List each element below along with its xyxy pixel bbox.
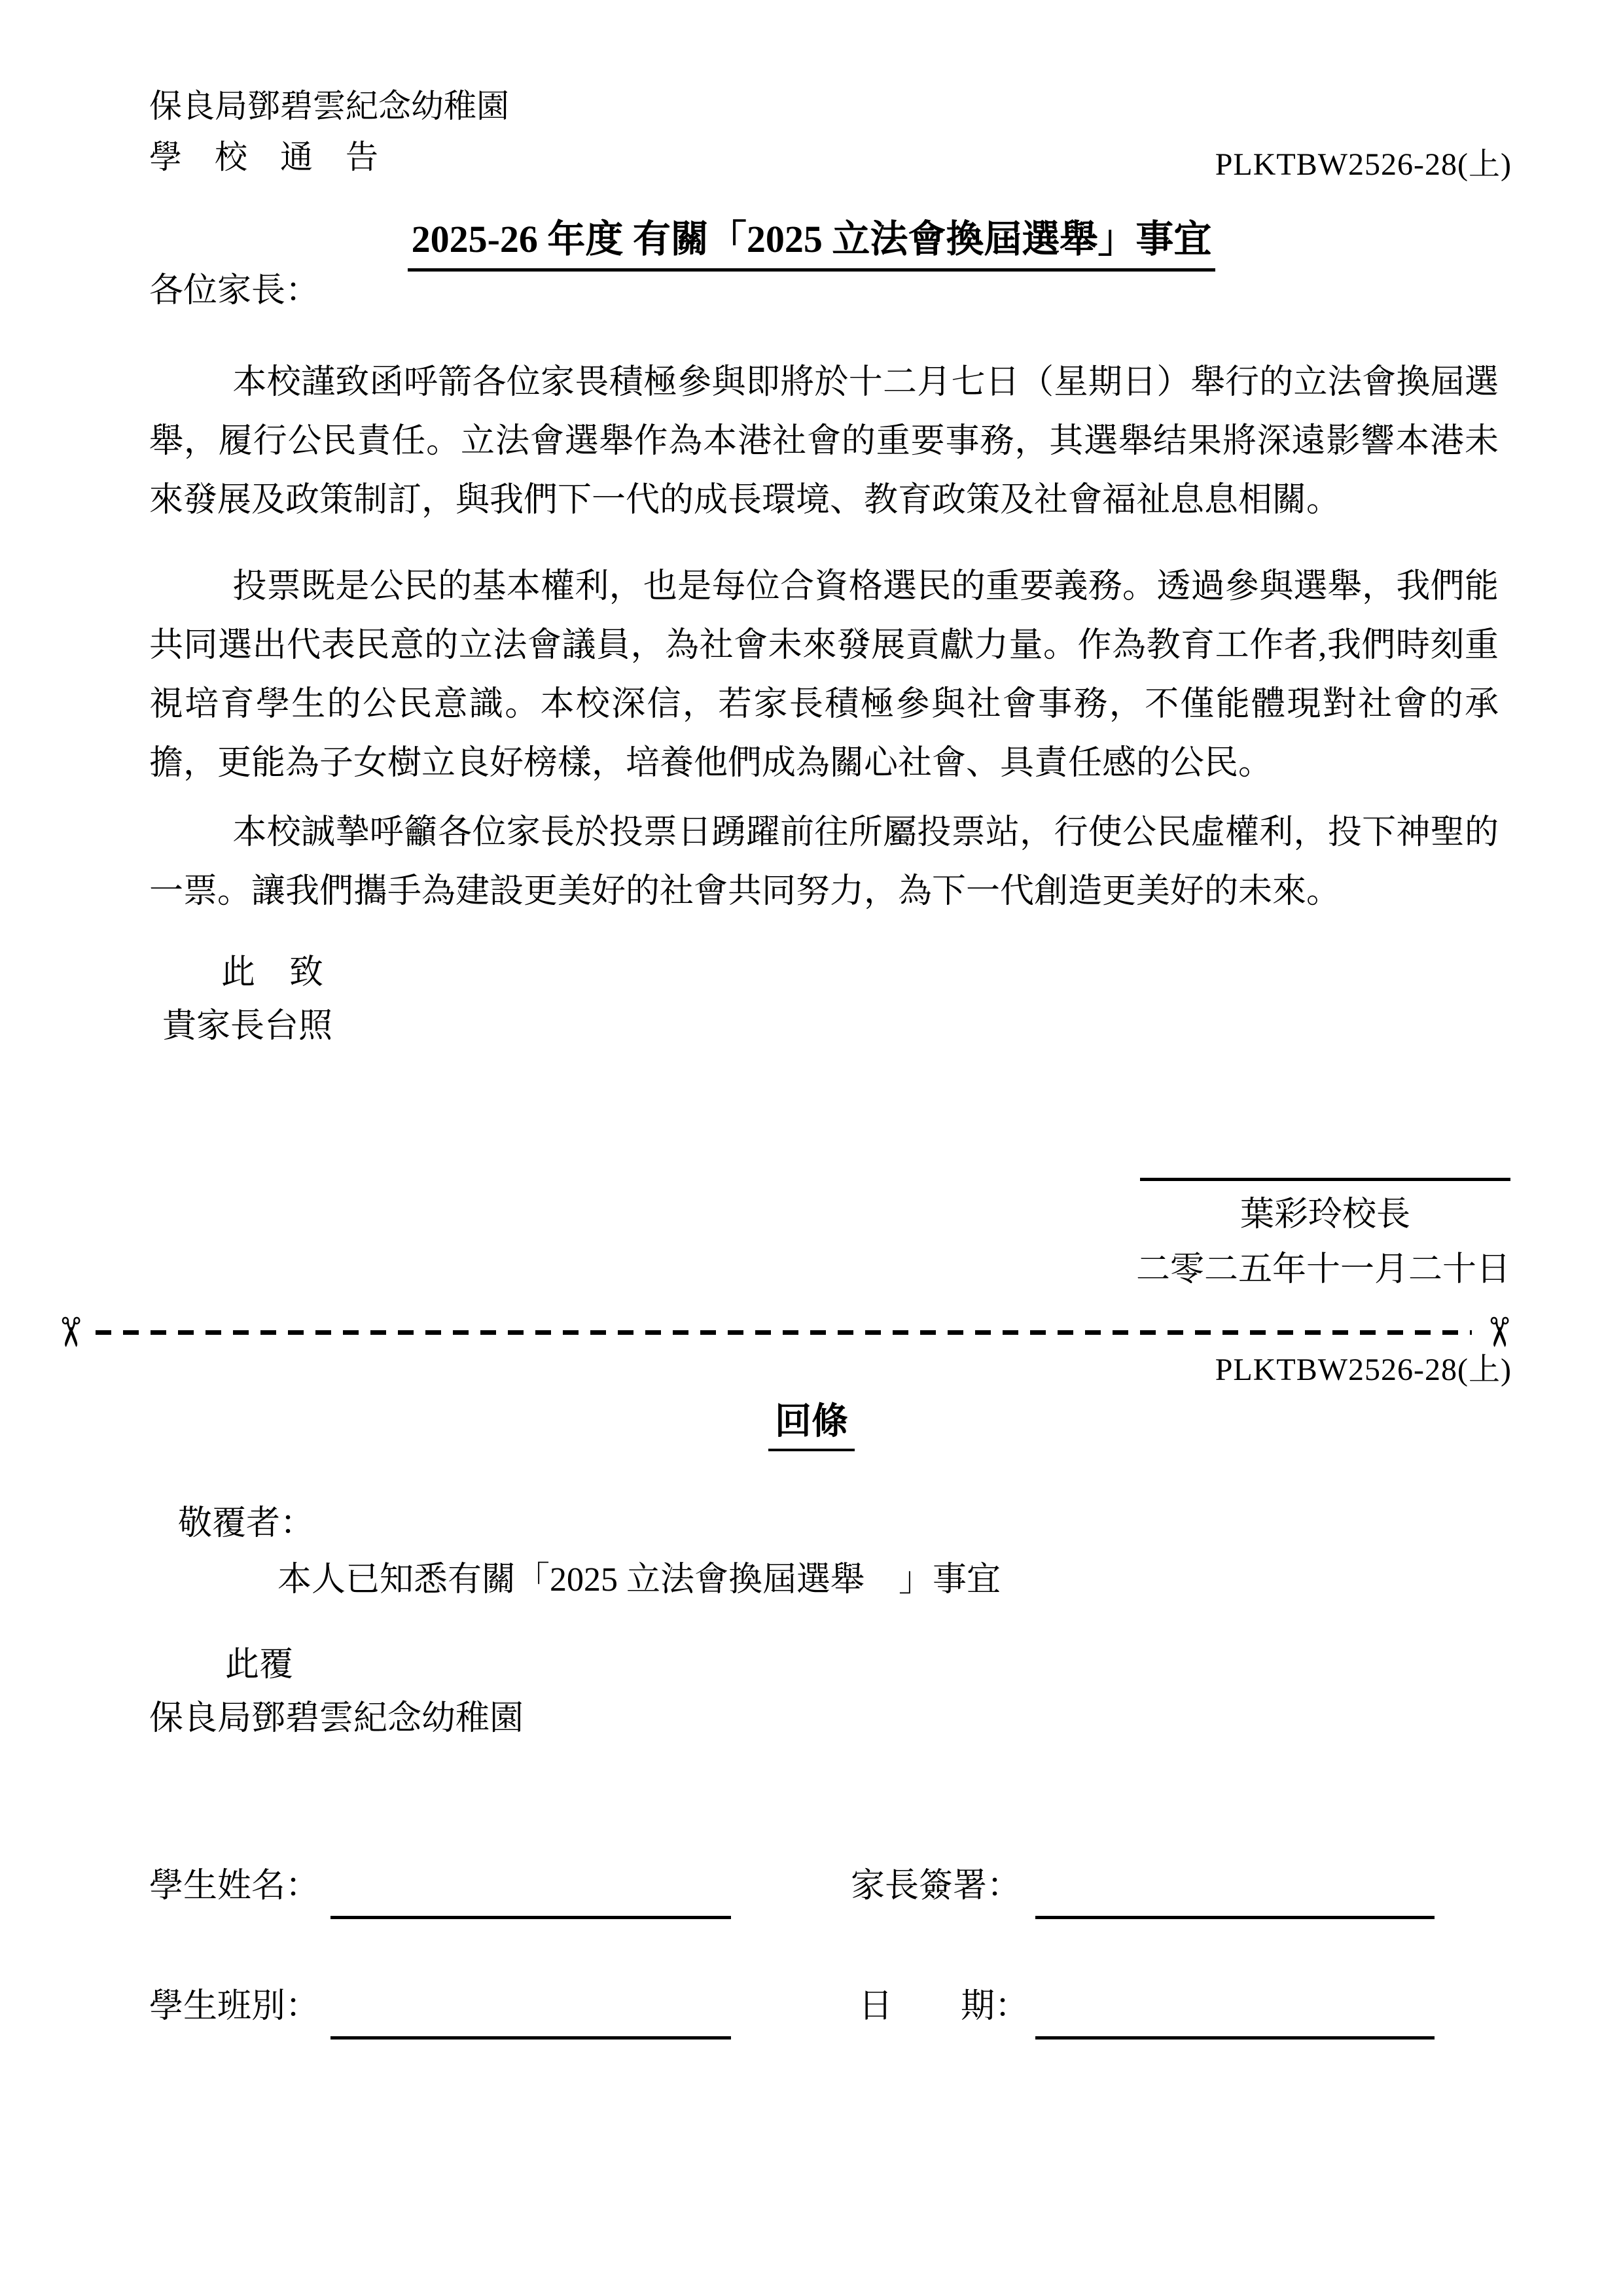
scissors-icon: ✂: [46, 1315, 92, 1349]
date-label: 日 期：: [859, 1988, 1029, 2025]
scissors-icon: ✂: [1476, 1315, 1521, 1349]
parent-signature-label: 家長簽署：: [851, 1867, 1022, 1905]
signature-line: [1140, 1178, 1510, 1181]
reply-slip-title: 回條: [768, 1392, 855, 1451]
reply-acknowledgement: 本人已知悉有關「2025 立法會換屆選舉 」事宜: [277, 1561, 1001, 1598]
notice-title-row: [0, 208, 1623, 272]
student-name-blank: [330, 1916, 731, 1919]
student-class-label: 學生班別：: [149, 1988, 320, 2025]
body-paragraph-3: 本校誠摯呼籲各位家長於投票日踴躍前往所屬投票站，行使公民虛權利，投下神聖的一票。讓我們攜手為建設更美好的社會共同努力，為下一代創造更美好的未來。: [149, 814, 1499, 910]
reply-reference-number: PLKTBW2526-28(上): [1215, 1352, 1512, 1387]
body-paragraph-2: 投票既是公民的基本權利，也是每位合資格選民的重要義務。透過參與選舉，我們能共同選出代表民意的立法會議員，為社會未來發展貢獻力量。作為教育工作者,我們時刻重視培育學生的公民意識。本校深信，若家長積極參與社會事務，不僅能體現對社會的承擔，更能為子女樹立良好榜樣，培養他們成為關心社會、具責任感的公民。: [149, 568, 1499, 782]
reply-school-name: 保良局鄧碧雲紀念幼稚園: [149, 1700, 524, 1737]
reply-valediction: 此覆: [225, 1646, 294, 1684]
notice-title: 2025-26 年度 有關「2025 立法會換屆選舉」事宜: [408, 208, 1216, 272]
parent-signature-blank: [1035, 1916, 1435, 1919]
notice-date: 二零二五年十一月二十日: [1135, 1251, 1510, 1288]
reference-number: PLKTBW2526-28(上): [1215, 147, 1512, 182]
student-name-label: 學生姓名：: [149, 1867, 320, 1905]
reply-salutation: 敬覆者：: [178, 1505, 315, 1542]
cut-dashes: [96, 1330, 1472, 1335]
principal-name: 葉彩玲校長: [1240, 1196, 1410, 1233]
school-name: 保良局鄧碧雲紀念幼稚園: [149, 88, 509, 124]
student-class-blank: [330, 2036, 731, 2040]
closing-valediction: 此 致: [221, 954, 324, 991]
date-blank: [1035, 2036, 1435, 2040]
closing-addressee: 貴家長台照: [162, 1008, 333, 1045]
salutation: 各位家長：: [149, 272, 320, 309]
reply-slip-title-row: [0, 1392, 1623, 1451]
body-paragraph-1: 本校謹致函呼箭各位家畏積極參與即將於十二月七日（星期日）舉行的立法會換屆選舉，履行公民責任。立法會選舉作為本港社會的重要事務，其選舉结果將深遠影響本港未來發展及政策制訂，與我們下一代的成長環境、教育政策及社會福祉息息相關。: [149, 364, 1499, 519]
notice-type-label: 學 校 通 告: [149, 139, 378, 175]
